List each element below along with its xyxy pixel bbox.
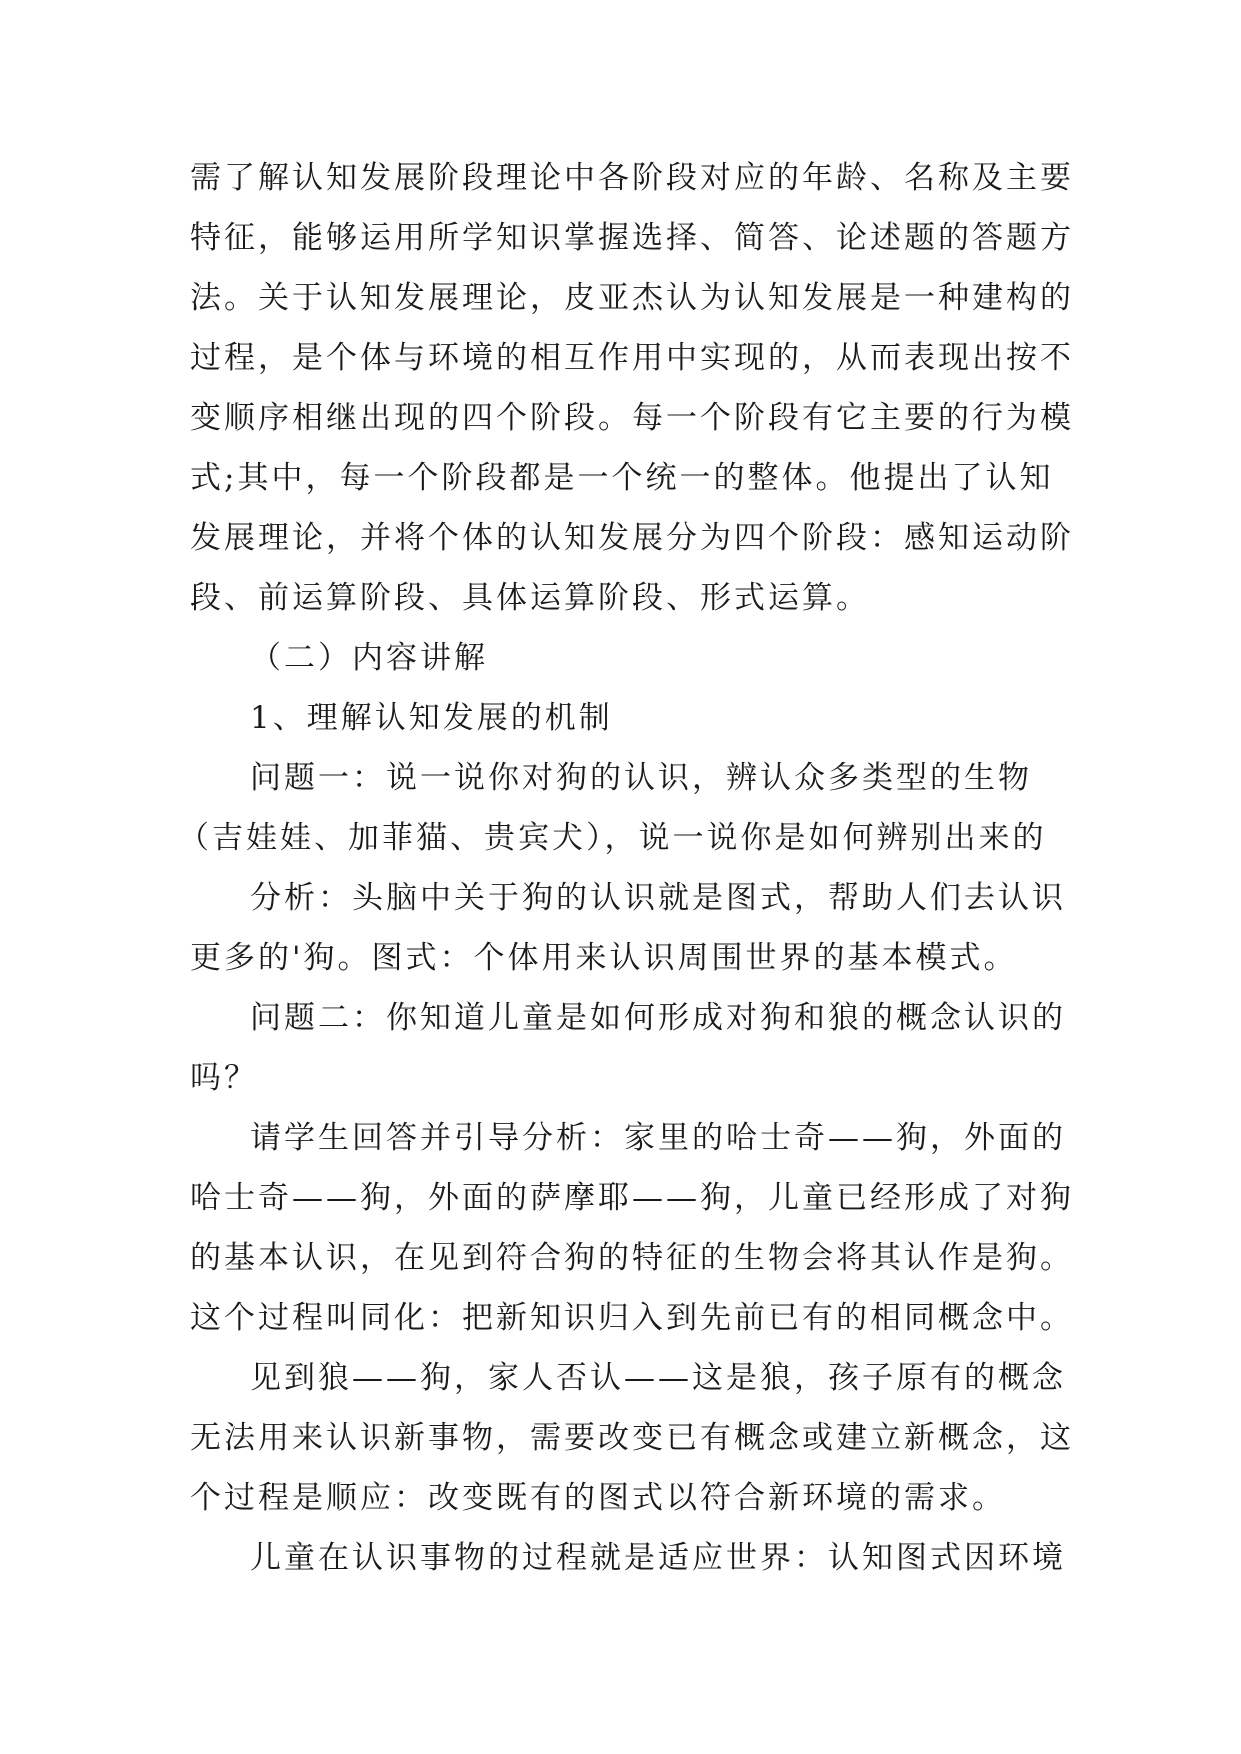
- text-line: 需了解认知发展阶段理论中各阶段对应的年龄、名称及主要: [190, 160, 1074, 196]
- text-line: 请学生回答并引导分析：家里的哈士奇——狗，外面的: [250, 1120, 1066, 1156]
- text-line: 分析：头脑中关于狗的认识就是图式，帮助人们去认识: [250, 880, 1066, 916]
- text-line: 发展理论，并将个体的认知发展分为四个阶段：感知运动阶: [190, 520, 1074, 556]
- text-line: 个过程是顺应：改变既有的图式以符合新环境的需求。: [190, 1480, 1006, 1516]
- text-line: （吉娃娃、加菲猫、贵宾犬），说一说你是如何辨别出来的: [178, 820, 1047, 856]
- text-line: 式;其中，每一个阶段都是一个统一的整体。他提出了认知: [190, 460, 1054, 496]
- text-line: 更多的'狗。图式：个体用来认识周围世界的基本模式。: [190, 940, 1018, 976]
- text-line: 吗？: [190, 1060, 258, 1096]
- text-line: 特征，能够运用所学知识掌握选择、简答、论述题的答题方: [190, 220, 1074, 256]
- section-heading: （二）内容讲解: [250, 640, 488, 676]
- text-line: 的基本认识，在见到符合狗的特征的生物会将其认作是狗。: [190, 1240, 1074, 1276]
- text-line: 儿童在认识事物的过程就是适应世界：认知图式因环境: [250, 1540, 1066, 1576]
- text-line: 问题一：说一说你对狗的认识，辨认众多类型的生物: [250, 760, 1032, 796]
- text-line: 法。关于认知发展理论，皮亚杰认为认知发展是一种建构的: [190, 280, 1074, 316]
- text-line: 段、前运算阶段、具体运算阶段、形式运算。: [190, 580, 870, 616]
- text-line: 变顺序相继出现的四个阶段。每一个阶段有它主要的行为模: [190, 400, 1074, 436]
- text-line: 问题二：你知道儿童是如何形成对狗和狼的概念认识的: [250, 1000, 1066, 1036]
- text-line: 无法用来认识新事物，需要改变已有概念或建立新概念，这: [190, 1420, 1074, 1456]
- text-line: 这个过程叫同化：把新知识归入到先前已有的相同概念中。: [190, 1300, 1074, 1336]
- subsection-heading: 1、理解认知发展的机制: [250, 700, 613, 736]
- text-line: 见到狼——狗，家人否认——这是狼，孩子原有的概念: [250, 1360, 1066, 1396]
- text-line: 哈士奇——狗，外面的萨摩耶——狗，儿童已经形成了对狗: [190, 1180, 1074, 1216]
- text-line: 过程，是个体与环境的相互作用中实现的，从而表现出按不: [190, 340, 1074, 376]
